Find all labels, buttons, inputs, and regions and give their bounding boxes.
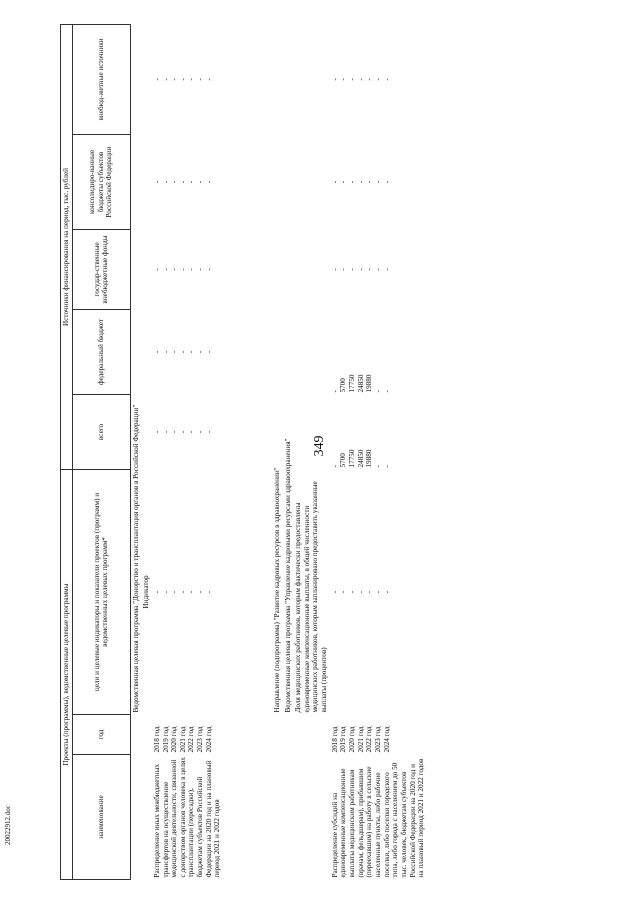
dash-cell: - xyxy=(330,268,339,271)
dash-cell: - xyxy=(356,268,365,271)
dash-cell: - xyxy=(348,268,357,271)
federal-cell: 24850 xyxy=(356,374,365,393)
dash-cell: - xyxy=(373,180,382,184)
dash-cell: - xyxy=(196,78,205,81)
dash-cell: - xyxy=(339,180,348,184)
col-state-funds-header: государ-ственные внебюджетные фонды xyxy=(72,229,130,309)
row1-name: Распределение иных межбюджетных трансфертов на осуществление медицинской деятельности, связанной с донорством органов человека в целях трансплантации (пересадки), бюджетам субъектов Российской Федерации на 2020 год и на плановый период 2021 и 2022 годов xyxy=(152,757,222,878)
dash-cell: - xyxy=(365,180,374,184)
dash-cell: - xyxy=(178,350,187,354)
dash-cell: - xyxy=(330,180,339,184)
dash-cell: - xyxy=(196,180,205,184)
row2-regional-values xyxy=(330,134,455,229)
dash-cell: - xyxy=(178,180,187,184)
dash-cell: - xyxy=(204,180,213,184)
dash-cell: - xyxy=(196,590,205,594)
dash-cell: - xyxy=(339,78,348,81)
dash-cell: - xyxy=(382,590,391,594)
row2-name: Распределение субсидий на единовременные компенсационные выплаты медицинским работникам (врачам, фельдшерам), прибывшим (переехавшим) на работу в сельские населенные пункты, либо рабочие поселки, либо поселки городского типа, либо города с населением до 50 тыс. человек, бюджетам субъектов Российской Федерации на 2020 год и на плановый период 2021 и 2022 годов xyxy=(330,758,426,878)
page-number: 349 xyxy=(312,435,327,457)
dash-cell: - xyxy=(382,180,391,184)
row2-state-funds-values xyxy=(330,229,455,309)
dash-cell: - xyxy=(373,268,382,271)
dash-cell: - xyxy=(330,78,339,81)
total-cell: 24850 xyxy=(356,449,365,468)
dash-cell: - xyxy=(187,430,196,434)
section1-program: Ведомственная целевая программа "Донорство и трансплантация органов в Российской Федерации" xyxy=(131,404,140,713)
year-cell: 2022 год xyxy=(187,726,196,753)
year-cell: 2022 год xyxy=(365,726,374,753)
dash-cell: - xyxy=(382,268,391,271)
col-offbudget-header: внебюд-жетные источники xyxy=(72,24,130,134)
row1-state-funds-values xyxy=(152,229,272,309)
row1-regional-values xyxy=(152,134,272,229)
section1-indicator: Индикатор xyxy=(142,575,151,609)
dash-cell: - xyxy=(365,590,374,594)
dash-cell: - xyxy=(178,430,187,434)
total-cell: 5700 xyxy=(339,453,348,468)
federal-cell: - xyxy=(382,390,391,393)
rotated-table-sheet xyxy=(60,25,580,880)
col-name-header: наименование xyxy=(72,755,130,880)
dash-cell: - xyxy=(204,430,213,434)
dash-cell: - xyxy=(348,180,357,184)
dash-cell: - xyxy=(161,180,170,184)
dash-cell: - xyxy=(178,78,187,81)
total-cell: - xyxy=(373,465,382,468)
section2-indicator: Доля медицинских работников, которым фактически предоставлены единовременные компенсационные выплаты, в общей численности медицинских работников, которым запланировано предоставить указанные выплаты (процентов) xyxy=(294,481,329,713)
dash-cell: - xyxy=(204,78,213,81)
total-cell: 17750 xyxy=(348,449,357,468)
row2-total-values xyxy=(330,394,455,469)
dash-cell: - xyxy=(187,180,196,184)
dash-cell: - xyxy=(152,430,161,434)
dash-cell: - xyxy=(373,78,382,81)
dash-cell: - xyxy=(170,350,179,354)
dash-cell: - xyxy=(170,180,179,184)
programs-table xyxy=(60,24,455,880)
dash-cell: - xyxy=(170,78,179,81)
dash-cell: - xyxy=(161,78,170,81)
dash-cell: - xyxy=(356,180,365,184)
dash-cell: - xyxy=(178,590,187,594)
dash-cell: - xyxy=(152,78,161,81)
year-cell: 2018 год xyxy=(152,726,161,753)
dash-cell: - xyxy=(204,350,213,354)
dash-cell: - xyxy=(170,430,179,434)
federal-cell: 17750 xyxy=(348,374,357,393)
dash-cell: - xyxy=(161,268,170,271)
dash-cell: - xyxy=(373,590,382,594)
dash-cell: - xyxy=(348,590,357,594)
year-cell: 2020 год xyxy=(170,726,179,753)
dash-cell: - xyxy=(204,268,213,271)
dash-cell: - xyxy=(365,78,374,81)
section2-direction: Направление (подпрограмма) "Развитие кадровых ресурсов в здравоохранении" xyxy=(272,467,281,713)
year-cell: 2023 год xyxy=(373,726,382,753)
row2-federal-values xyxy=(330,309,455,394)
year-cell: 2019 год xyxy=(339,726,348,753)
row2-years xyxy=(330,715,455,755)
projects-header: Проекты (программы), ведомственные целевые программы xyxy=(61,469,73,879)
financing-header: Источники финансирования на период, тыс. рублей xyxy=(61,24,73,469)
dash-cell: - xyxy=(356,78,365,81)
dash-cell: - xyxy=(178,268,187,271)
dash-cell: - xyxy=(152,590,161,594)
dash-cell: - xyxy=(339,268,348,271)
year-cell: 2024 год xyxy=(382,726,391,753)
dash-cell: - xyxy=(196,350,205,354)
federal-cell: 5700 xyxy=(339,378,348,393)
dash-cell: - xyxy=(204,590,213,594)
dash-cell: - xyxy=(348,78,357,81)
dash-cell: - xyxy=(161,590,170,594)
col-federal-header: федеральный бюджет xyxy=(72,309,130,394)
dash-cell: - xyxy=(170,268,179,271)
year-cell: 2021 год xyxy=(356,726,365,753)
dash-cell: - xyxy=(187,268,196,271)
dash-cell: - xyxy=(330,590,339,594)
row1-federal-values xyxy=(152,309,272,394)
year-cell: 2020 год xyxy=(348,726,357,753)
col-total-header: всего xyxy=(72,394,130,469)
total-cell: - xyxy=(382,465,391,468)
federal-cell: - xyxy=(330,390,339,393)
row1-offbudget-values xyxy=(152,24,272,134)
dash-cell: - xyxy=(152,350,161,354)
dash-cell: - xyxy=(152,268,161,271)
year-cell: 2024 год xyxy=(204,726,213,753)
federal-cell: 19880 xyxy=(365,374,374,393)
dash-cell: - xyxy=(161,430,170,434)
dash-cell: - xyxy=(196,430,205,434)
federal-cell: - xyxy=(373,390,382,393)
row1-goals-values xyxy=(152,469,272,714)
dash-cell: - xyxy=(161,350,170,354)
dash-cell: - xyxy=(356,590,365,594)
row1-years xyxy=(152,715,272,755)
dash-cell: - xyxy=(382,78,391,81)
section2-program: Ведомственная целевая программа "Управление кадровыми ресурсами здравоохранения" xyxy=(283,438,292,713)
total-cell: 19880 xyxy=(365,449,374,468)
dash-cell: - xyxy=(152,180,161,184)
document-code: 20022912.doc xyxy=(4,805,12,845)
total-cell: - xyxy=(330,465,339,468)
year-cell: 2023 год xyxy=(196,726,205,753)
col-regional-header: консолидиро-ванные бюджеты субъектов Российской Федерации xyxy=(72,134,130,229)
row2-goals-values xyxy=(330,469,455,714)
col-year-header: год xyxy=(72,715,130,755)
year-cell: 2021 год xyxy=(178,726,187,753)
dash-cell: - xyxy=(187,78,196,81)
dash-cell: - xyxy=(187,590,196,594)
row2-offbudget-values xyxy=(330,24,455,134)
dash-cell: - xyxy=(365,268,374,271)
dash-cell: - xyxy=(196,268,205,271)
row1-total-values xyxy=(152,394,272,469)
dash-cell: - xyxy=(187,350,196,354)
year-cell: 2018 год xyxy=(330,726,339,753)
col-goals-header: цели и целевые индикаторы и показатели проектов (программ) и ведомственных целевых программ* xyxy=(72,469,130,714)
dash-cell: - xyxy=(339,590,348,594)
year-cell: 2019 год xyxy=(161,726,170,753)
dash-cell: - xyxy=(170,590,179,594)
